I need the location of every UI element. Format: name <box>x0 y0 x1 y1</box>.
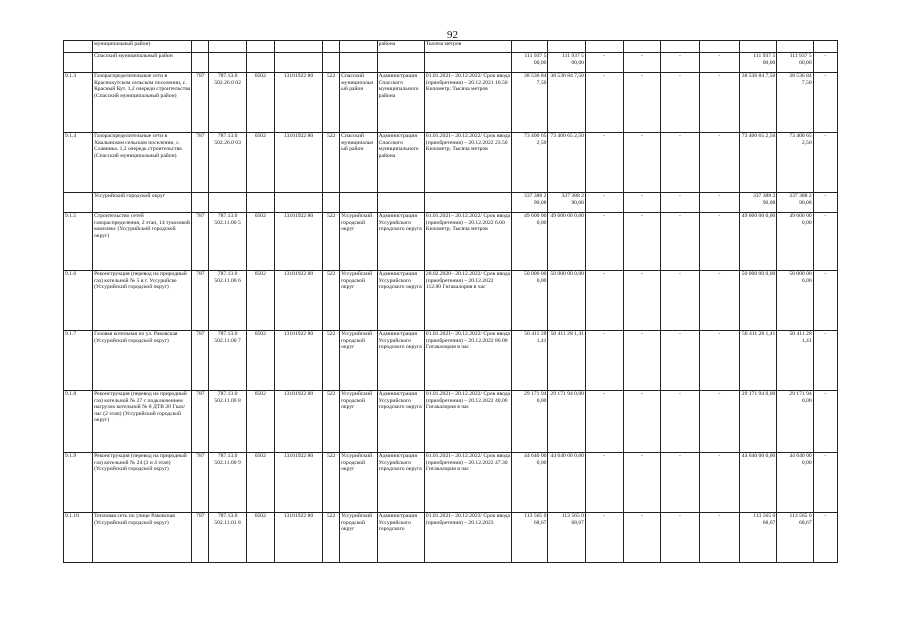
other-amount-cell <box>661 41 700 53</box>
code-target-cell: 787.13.0 502.11.00 9 <box>209 453 247 513</box>
regional-amount-cell: 50 000 00 0,00 <box>548 271 586 331</box>
local-amount-cell: - <box>623 453 661 513</box>
row-id-cell: 9.1.6 <box>64 271 93 331</box>
other-amount-cell: - <box>661 73 700 133</box>
other-amount-cell: - <box>661 193 700 213</box>
table-row <box>64 53 838 73</box>
code-target-cell: 787.13.0 502.11.00 8 <box>209 391 247 453</box>
code-article-cell: 13101922 80 <box>274 271 322 331</box>
code-type-cell: 522 <box>323 73 340 133</box>
year-total-cell: 38 536 84 7,50 <box>739 73 777 133</box>
table-row <box>64 213 838 271</box>
code-glava-cell: 787 <box>192 453 209 513</box>
year-total-cell: 50 000 00 0,00 <box>739 271 777 331</box>
year-regional-cell: 50 000 00 0,00 <box>777 271 813 331</box>
code-type-cell: 522 <box>323 331 340 391</box>
last-column-cell: - <box>813 193 837 213</box>
total-amount-cell: 44 640 00 0,00 <box>512 453 548 513</box>
table-row <box>64 453 838 513</box>
code-type-cell <box>323 53 340 73</box>
row-id-cell: 9.1.9 <box>64 453 93 513</box>
responsible-cell: Администрация Уссурийского городского <box>377 513 424 563</box>
responsible-cell: Администрация Уссурийского городского округа <box>377 271 424 331</box>
year-regional-cell: 337 388 2 90,08 <box>777 193 813 213</box>
code-section-cell <box>246 41 274 53</box>
object-name-cell: Реконструкция (перевод на природный газ) котельной № 24 (3 и 4 этап) (Уссурийский городской округ) <box>93 453 192 513</box>
federal-amount-cell: - <box>585 213 623 271</box>
other-amount-cell: - <box>661 453 700 513</box>
code-glava-cell: 787 <box>192 331 209 391</box>
responsible-cell: Администрация Спасского муниципального района <box>377 73 424 133</box>
territory-cell: Уссурийский городской округ <box>340 213 378 271</box>
code-type-cell: 522 <box>323 133 340 193</box>
federal-amount-cell: - <box>585 391 623 453</box>
territory-cell: Уссурийский городской округ <box>340 453 378 513</box>
object-name-cell: Реконструкция (перевод на природный газ) котельной № 5 в г. Уссурийске (Уссурийский городской округ) <box>93 271 192 331</box>
period-capacity-cell: 01.01.2021– 20.12.2022/ Срок ввода (приобретения) – 20.12.2022 47.30 Гигакалория в час <box>424 453 511 513</box>
responsible-cell: Администрация Уссурийского городского округа <box>377 331 424 391</box>
year-total-cell: 29 171 94 0,00 <box>739 391 777 453</box>
year-total-cell: 49 600 00 0,00 <box>739 213 777 271</box>
period-capacity-cell: 01.01.2021– 20.12.2022/ Срок ввода (приобретения) – 20.12.2022 6.00 Километр; Тысяча метров <box>424 213 511 271</box>
table-row <box>64 331 838 391</box>
total-amount-cell: 73 400 65 2,50 <box>512 133 548 193</box>
territory-cell <box>340 53 378 73</box>
table-row <box>64 193 838 213</box>
table-row <box>64 271 838 331</box>
code-glava-cell: 787 <box>192 213 209 271</box>
total-amount-cell: 38 536 84 7,50 <box>512 73 548 133</box>
extra-amount-cell: - <box>699 193 739 213</box>
row-id-cell: 9.1.4 <box>64 133 93 193</box>
row-id-cell <box>64 53 93 73</box>
other-amount-cell: - <box>661 53 700 73</box>
regional-amount-cell: 337 388 2 90,08 <box>548 193 586 213</box>
local-amount-cell <box>623 41 661 53</box>
territory-cell <box>340 193 378 213</box>
code-section-cell: 0502 <box>246 453 274 513</box>
year-regional-cell: 44 640 00 0,00 <box>777 453 813 513</box>
territory-cell: Уссурийский городской округ <box>340 271 378 331</box>
local-amount-cell: - <box>623 331 661 391</box>
object-name-cell: Газораспределительные сети в Краснокутском сельском поселении, с. Красный Кут. 1,2 очереди строительства (Спасский муниципальный район) <box>93 73 192 133</box>
code-glava-cell <box>192 41 209 53</box>
total-amount-cell: 50 411 28 1,41 <box>512 331 548 391</box>
total-amount-cell: 50 000 00 0,00 <box>512 271 548 331</box>
local-amount-cell: - <box>623 213 661 271</box>
object-name-cell: Уссурийский городской округ <box>93 193 192 213</box>
period-capacity-cell <box>424 193 511 213</box>
extra-amount-cell: - <box>699 133 739 193</box>
regional-amount-cell: 49 600 00 0,00 <box>548 213 586 271</box>
code-glava-cell: 787 <box>192 513 209 563</box>
responsible-cell: района <box>377 41 424 53</box>
row-id-cell: 9.1.3 <box>64 73 93 133</box>
total-amount-cell <box>512 41 548 53</box>
year-total-cell: 113 565 0 68,67 <box>739 513 777 563</box>
table-row <box>64 41 838 53</box>
extra-amount-cell: - <box>699 73 739 133</box>
other-amount-cell: - <box>661 271 700 331</box>
code-glava-cell: 787 <box>192 133 209 193</box>
federal-amount-cell: - <box>585 513 623 563</box>
other-amount-cell: - <box>661 213 700 271</box>
code-type-cell: 522 <box>323 391 340 453</box>
year-regional-cell <box>777 41 813 53</box>
extra-amount-cell: - <box>699 391 739 453</box>
federal-amount-cell: - <box>585 193 623 213</box>
responsible-cell: Администрация Уссурийского городского округа <box>377 453 424 513</box>
territory-cell: Уссурийский городской округ <box>340 391 378 453</box>
extra-amount-cell: - <box>699 513 739 563</box>
period-capacity-cell: 01.01.2021– 20.12.2022/ Срок ввода (приобретения) – 20.12.2021 10.50 Километр; Тысяча метров <box>424 73 511 133</box>
object-name-cell: Газовая котельная по ул. Раковская (Уссурийский городской округ) <box>93 331 192 391</box>
year-regional-cell: 38 536 84 7,50 <box>777 73 813 133</box>
code-section-cell: 0502 <box>246 73 274 133</box>
period-capacity-cell: 01.01.2021– 20.12.2023/ Срок ввода (приобретения) – 20.12.2023 <box>424 513 511 563</box>
extra-amount-cell: - <box>699 213 739 271</box>
code-target-cell <box>209 41 247 53</box>
code-type-cell: 522 <box>323 213 340 271</box>
total-amount-cell: 337 388 2 90,08 <box>512 193 548 213</box>
year-total-cell <box>739 41 777 53</box>
regional-amount-cell: 50 411 28 1,41 <box>548 331 586 391</box>
year-total-cell: 111 937 5 00,00 <box>739 53 777 73</box>
total-amount-cell: 29 171 94 0,00 <box>512 391 548 453</box>
responsible-cell: Администрация Уссурийского городского округа <box>377 213 424 271</box>
last-column-cell: - <box>813 391 837 453</box>
extra-amount-cell: - <box>699 331 739 391</box>
period-capacity-cell: 01.01.2021– 20.12.2022/ Срок ввода (приобретения) – 20.12.2022 40.00 Гигакалория в час <box>424 391 511 453</box>
year-regional-cell: 113 565 0 68,67 <box>777 513 813 563</box>
code-target-cell: 787.13.0 502.11.01 8 <box>209 513 247 563</box>
other-amount-cell: - <box>661 391 700 453</box>
year-regional-cell: 49 600 00 0,00 <box>777 213 813 271</box>
code-target-cell: 787.13.0 502.11.00 5 <box>209 213 247 271</box>
territory-cell: Уссурийский городской округ <box>340 331 378 391</box>
regional-amount-cell: 29 171 94 0,00 <box>548 391 586 453</box>
other-amount-cell: - <box>661 331 700 391</box>
territory-cell: Уссурийский городской округ <box>340 513 378 563</box>
local-amount-cell: - <box>623 271 661 331</box>
code-article-cell <box>274 53 322 73</box>
code-target-cell: 787.13.0 502.26.0 02 <box>209 73 247 133</box>
table-row <box>64 133 838 193</box>
last-column-cell: - <box>813 331 837 391</box>
code-article-cell: 13101922 80 <box>274 213 322 271</box>
code-article-cell: 13101922 80 <box>274 331 322 391</box>
responsible-cell <box>377 193 424 213</box>
year-total-cell: 50 411 28 1,41 <box>739 331 777 391</box>
period-capacity-cell: 01.01.2021– 20.12.2022/ Срок ввода (приобретения) – 20.12.2022 23.50 Километр; Тысяча метров <box>424 133 511 193</box>
other-amount-cell: - <box>661 513 700 563</box>
federal-amount-cell: - <box>585 271 623 331</box>
code-glava-cell <box>192 193 209 213</box>
territory-cell: Спасский муниципальный район <box>340 133 378 193</box>
object-name-cell: муниципальный район) <box>93 41 192 53</box>
extra-amount-cell: - <box>699 453 739 513</box>
table-row <box>64 73 838 133</box>
code-section-cell: 0502 <box>246 133 274 193</box>
last-column-cell: - <box>813 271 837 331</box>
code-type-cell <box>323 41 340 53</box>
federal-amount-cell <box>585 41 623 53</box>
territory-cell: Спасский муниципальный район <box>340 73 378 133</box>
code-section-cell: 0502 <box>246 331 274 391</box>
code-section-cell <box>246 193 274 213</box>
regional-amount-cell: 111 937 5 00,00 <box>548 53 586 73</box>
other-amount-cell: - <box>661 133 700 193</box>
code-section-cell <box>246 53 274 73</box>
budget-table <box>63 40 838 563</box>
local-amount-cell: - <box>623 53 661 73</box>
last-column-cell: - <box>813 213 837 271</box>
last-column-cell: - <box>813 73 837 133</box>
federal-amount-cell: - <box>585 453 623 513</box>
code-type-cell: 522 <box>323 271 340 331</box>
period-capacity-cell <box>424 53 511 73</box>
regional-amount-cell: 113 565 0 68,67 <box>548 513 586 563</box>
territory-cell <box>340 41 378 53</box>
local-amount-cell: - <box>623 513 661 563</box>
object-name-cell: Строительство сетей газораспределения, 2 этап, 14 тукозовой комплекс (Уссурийский городской округ) <box>93 213 192 271</box>
year-total-cell: 73 400 65 2,50 <box>739 133 777 193</box>
code-article-cell <box>274 193 322 213</box>
table-row <box>64 391 838 453</box>
code-article-cell: 13101922 80 <box>274 73 322 133</box>
responsible-cell: Администрация Спасского муниципального района <box>377 133 424 193</box>
federal-amount-cell: - <box>585 331 623 391</box>
code-section-cell: 0502 <box>246 391 274 453</box>
responsible-cell <box>377 53 424 73</box>
federal-amount-cell: - <box>585 73 623 133</box>
code-target-cell: 787.13.0 502.11.00 6 <box>209 271 247 331</box>
last-column-cell <box>813 41 837 53</box>
year-regional-cell: 29 171 94 0,00 <box>777 391 813 453</box>
year-total-cell: 44 640 00 0,00 <box>739 453 777 513</box>
period-capacity-cell: 28.02.2020– 20.12.2022/ Срок ввода (приобретения) – 20.12.2022 112.00 Гигакалория в час <box>424 271 511 331</box>
extra-amount-cell: - <box>699 271 739 331</box>
table-row <box>64 513 838 563</box>
page-number: 92 <box>447 29 458 41</box>
total-amount-cell: 113 565 0 68,67 <box>512 513 548 563</box>
code-type-cell: 522 <box>323 453 340 513</box>
object-name-cell: Реконструкция (перевод на природный газ) котельной № 27 с подключением нагрузок котельной № 8 ДТВ 20 Гкал/час (2 этап) (Уссурийский городской округ) <box>93 391 192 453</box>
federal-amount-cell: - <box>585 133 623 193</box>
code-glava-cell: 787 <box>192 391 209 453</box>
code-section-cell: 0502 <box>246 513 274 563</box>
local-amount-cell: - <box>623 73 661 133</box>
regional-amount-cell: 38 536 84 7,50 <box>548 73 586 133</box>
federal-amount-cell: - <box>585 53 623 73</box>
extra-amount-cell: - <box>699 53 739 73</box>
last-column-cell: - <box>813 133 837 193</box>
object-name-cell: Спасский муниципальный район <box>93 53 192 73</box>
code-glava-cell: 787 <box>192 73 209 133</box>
row-id-cell <box>64 193 93 213</box>
row-id-cell: 9.1.8 <box>64 391 93 453</box>
code-type-cell: 522 <box>323 513 340 563</box>
period-capacity-cell: 01.01.2021– 20.12.2022/ Срок ввода (приобретения) – 20.12.2022 86.00 Гигакалория в час <box>424 331 511 391</box>
regional-amount-cell: 44 640 00 0,00 <box>548 453 586 513</box>
code-article-cell: 13101922 80 <box>274 133 322 193</box>
last-column-cell: - <box>813 453 837 513</box>
extra-amount-cell <box>699 41 739 53</box>
code-article-cell: 13101922 80 <box>274 391 322 453</box>
year-total-cell: 337 388 2 90,08 <box>739 193 777 213</box>
regional-amount-cell <box>548 41 586 53</box>
code-article-cell <box>274 41 322 53</box>
code-glava-cell: 787 <box>192 271 209 331</box>
object-name-cell: Тепловая сеть по улице Раковская (Уссурийский городской округ) <box>93 513 192 563</box>
local-amount-cell: - <box>623 193 661 213</box>
code-article-cell: 13101922 80 <box>274 513 322 563</box>
year-regional-cell: 111 937 5 00,00 <box>777 53 813 73</box>
regional-amount-cell: 73 400 65 2,50 <box>548 133 586 193</box>
last-column-cell: - <box>813 513 837 563</box>
code-type-cell <box>323 193 340 213</box>
row-id-cell: 9.1.10 <box>64 513 93 563</box>
period-capacity-cell: Тысяча метров <box>424 41 511 53</box>
code-article-cell: 13101922 80 <box>274 453 322 513</box>
local-amount-cell: - <box>623 391 661 453</box>
code-section-cell: 0502 <box>246 213 274 271</box>
local-amount-cell: - <box>623 133 661 193</box>
code-target-cell <box>209 193 247 213</box>
year-regional-cell: 50 411 28 1,41 <box>777 331 813 391</box>
year-regional-cell: 73 400 65 2,50 <box>777 133 813 193</box>
total-amount-cell: 49 600 00 0,00 <box>512 213 548 271</box>
responsible-cell: Администрация Уссурийского городского округа <box>377 391 424 453</box>
row-id-cell: 9.1.5 <box>64 213 93 271</box>
object-name-cell: Газораспределительные сети в Хвалынском сельском поселении, с. Славинка. 1,2 очередь строительства (Спасский муниципальный район) <box>93 133 192 193</box>
code-target-cell: 787.13.0 502.11.00 7 <box>209 331 247 391</box>
code-target-cell: 787.13.0 502.26.0 03 <box>209 133 247 193</box>
code-section-cell: 0502 <box>246 271 274 331</box>
code-glava-cell <box>192 53 209 73</box>
last-column-cell: - <box>813 53 837 73</box>
total-amount-cell: 111 937 5 00,00 <box>512 53 548 73</box>
row-id-cell <box>64 41 93 53</box>
code-target-cell <box>209 53 247 73</box>
row-id-cell: 9.1.7 <box>64 331 93 391</box>
